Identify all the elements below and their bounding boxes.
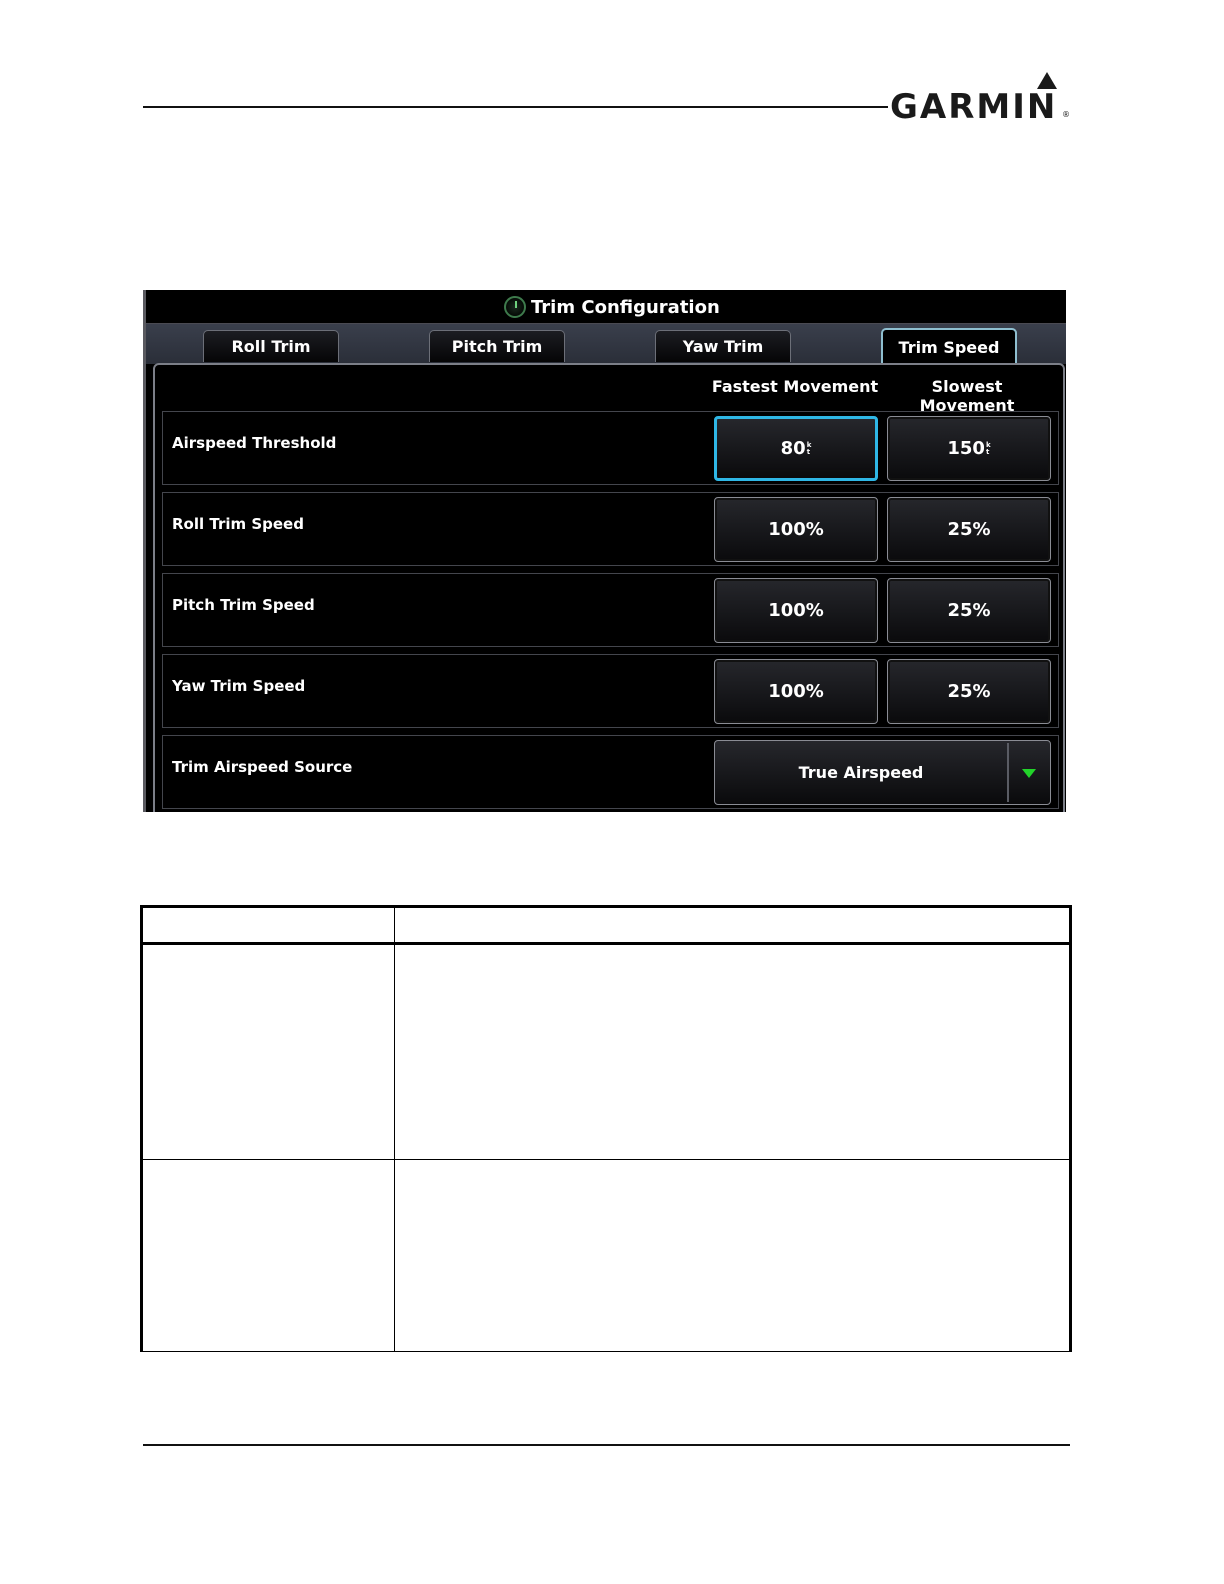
tab-yaw-trim[interactable]: Yaw Trim [655,330,791,362]
row-label: Yaw Trim Speed [172,677,306,695]
row-label: Pitch Trim Speed [172,596,315,614]
table-row-divider [140,1159,1072,1160]
table-header-divider [140,942,1072,945]
tab-trim-speed[interactable]: Trim Speed [881,328,1017,364]
pitch-trim-slowest-button[interactable]: 25% [887,578,1051,643]
footer-rule [143,1444,1070,1446]
row-airspeed-threshold [162,411,1059,485]
garmin-logo [890,70,1070,126]
row-roll-trim-speed [162,492,1059,566]
description-table [140,905,1072,1352]
title-bar [146,290,1066,324]
row-label: Airspeed Threshold [172,434,337,452]
dropdown-arrow-icon[interactable] [1022,769,1036,778]
button-value: 150 [947,438,985,459]
yaw-trim-slowest-button[interactable]: 25% [887,659,1051,724]
table-column-divider [394,905,395,1352]
column-header-slowest: Slowest Movement [919,377,1015,415]
button-value: 80 [780,438,806,459]
dropdown-value: True Airspeed [798,763,924,782]
yaw-trim-fastest-button[interactable]: 100% [714,659,878,724]
table-border [140,905,1072,1352]
airspeed-threshold-fastest-button[interactable] [714,416,878,481]
airspeed-threshold-slowest-button[interactable] [887,416,1051,481]
page-title: Trim Configuration [531,296,720,318]
airspeed-source-dropdown[interactable] [714,740,1051,805]
garmin-wordmark: GARMIN [890,87,1058,127]
tab-pitch-trim[interactable]: Pitch Trim [429,330,565,362]
trim-configuration-screen [143,290,1066,812]
trim-gauge-icon [504,296,526,318]
dropdown-separator [1007,743,1009,802]
tab-roll-trim[interactable]: Roll Trim [203,330,339,362]
row-yaw-trim-speed [162,654,1059,728]
roll-trim-slowest-button[interactable]: 25% [887,497,1051,562]
row-label: Roll Trim Speed [172,515,304,533]
row-trim-airspeed-source [162,735,1059,809]
knots-unit: k t [985,440,991,456]
row-label: Trim Airspeed Source [172,758,353,776]
trim-speed-panel [153,363,1065,812]
pitch-trim-fastest-button[interactable]: 100% [714,578,878,643]
row-pitch-trim-speed [162,573,1059,647]
header-rule [143,106,888,108]
tab-strip [146,324,1066,364]
knots-unit: k t [806,440,812,456]
column-header-fastest: Fastest Movement [711,377,879,396]
roll-trim-fastest-button[interactable]: 100% [714,497,878,562]
registered-mark: ® [1062,110,1070,119]
